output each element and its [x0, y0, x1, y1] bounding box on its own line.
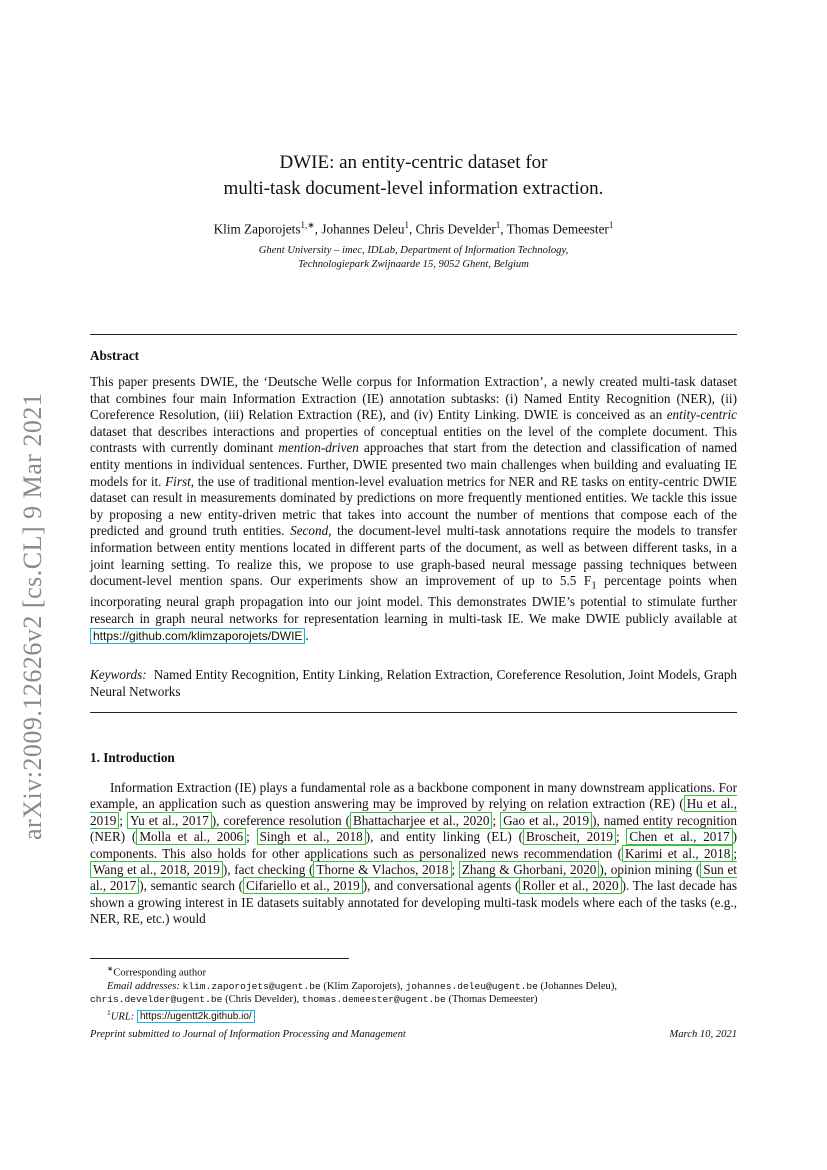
intro-text: Information Extraction (IE) plays a fundamental role as a backbone component in many downstream applications. For example, an application such as question answering may be improved by relying on relation extraction (RE) ( [90, 780, 737, 812]
abstract-text: . [305, 627, 309, 643]
intro-text: ). The last decade has shown a growing interest in IE datasets suitably annotated for developing multi-task models where each of the tasks (e.g., NER, RE, etc.) would [90, 878, 737, 927]
affiliation-line-1: Ghent University – imec, IDLab, Department of Information Technology, [258, 245, 569, 256]
abstract-bottom-rule [90, 712, 737, 713]
citation-link[interactable]: Bhattacharjee et al., 2020 [350, 812, 492, 829]
footnote-emails-cont [90, 993, 737, 1006]
github-link[interactable]: https://github.com/klimzaporojets/DWIE [90, 628, 305, 644]
author-affil-mark: 1 [608, 220, 614, 230]
arxiv-side-stamp: arXiv:2009.12626v2 [cs.CL] 9 Mar 2021 [18, 392, 47, 840]
citation-link[interactable]: Karimi et al., 2018 [622, 845, 733, 862]
intro-text: ; [246, 829, 257, 845]
intro-text: ), semantic search ( [139, 878, 244, 894]
intro-text: ), coreference resolution ( [211, 812, 350, 828]
citation-link[interactable]: Yu et al., 2017 [127, 812, 212, 829]
intro-text: ), and conversational agents ( [362, 878, 520, 894]
intro-text: ), and entity linking (EL) ( [365, 829, 523, 845]
intro-text: ; [615, 829, 627, 845]
project-url-link[interactable]: https://ugentt2k.github.io/ [137, 1010, 255, 1023]
footnote-mark: ∗ [107, 964, 114, 973]
introduction-paragraph [90, 780, 737, 928]
footnote-emails [90, 980, 737, 993]
citation-link[interactable]: Gao et al., 2019 [500, 812, 592, 829]
email-link[interactable]: chris.develder@ugent.be [90, 993, 223, 1005]
abstract-emphasis: Second [290, 523, 329, 539]
url-label: URL: [110, 1011, 135, 1023]
title-line-1: DWIE: an entity-centric dataset for [279, 152, 548, 173]
citation-link[interactable]: Singh et al., 2018 [257, 828, 366, 845]
author-affil-mark: 1 [495, 220, 501, 230]
abstract-emphasis: entity-centric [666, 407, 737, 423]
author-name: Chris Develder [415, 221, 496, 237]
abstract-emphasis: mention-driven [278, 440, 359, 456]
email-link[interactable]: johannes.deleu@ugent.be [405, 980, 538, 992]
citation-link[interactable]: Thorne & Vlachos, 2018 [313, 861, 451, 878]
footnote-mark: 1 [107, 1007, 111, 1017]
intro-text: ; [492, 812, 501, 828]
footnote-text: Corresponding author [113, 967, 206, 979]
intro-text: ), fact checking ( [222, 862, 314, 878]
footer-journal: Preprint submitted to Journal of Information Processing and Management [90, 1029, 406, 1040]
intro-text: ), opinion mining ( [599, 862, 701, 878]
abstract-text: percentage points when incorporating neural graph propagation into our joint model. This demonstrates DWIE’s potential to stimulate further research in graph neural networks for representation learning in multi-task IE. We make DWIE publicly available at [90, 573, 737, 626]
section-heading-introduction: 1. Introduction [90, 750, 175, 765]
footnote-text: (Thomas Demeester) [445, 993, 538, 1005]
abstract-text: , the use of traditional mention-level evaluation metrics for NER and RE tasks on entity-centric DWIE dataset can result in measurements dominated by predictions on more frequently mentioned entities. We tackle this issue by proposing a new entity-driven metric that takes into account the number of mentions that compose each of the predicted and ground truth entities. [90, 473, 737, 539]
affiliation-line-2: Technologiepark Zwijnaarde 15, 9052 Ghent, Belgium [298, 259, 529, 270]
abstract-top-rule [90, 334, 737, 335]
citation-link[interactable]: Broscheit, 2019 [523, 828, 616, 845]
intro-text: ; [733, 845, 738, 861]
citation-link[interactable]: Chen et al., 2017 [626, 828, 732, 845]
footnote-corresponding [90, 962, 737, 980]
abstract-text: , the document-level multi-task annotations require the models to transfer information between entity mentions located in different parts of the document, as well as between different tasks, in a joint learning setting. To realize this, we propose to use graph-based neural message passing techniques between document-level mention spans. Our experiments show an improvement of up to 5.5 F [90, 523, 737, 589]
email-label: Email addresses: [107, 980, 180, 992]
author-affil-mark: 1 [404, 220, 409, 230]
author-name: Thomas Demeester [506, 221, 609, 237]
intro-text: ), named entity recognition (NER) ( [90, 812, 737, 845]
footnote-text: (Johannes Deleu), [537, 980, 618, 992]
author-affil-mark: 1,∗ [300, 220, 315, 230]
intro-text: ) components. This also holds for other applications such as personalized news recommendation ( [90, 829, 737, 861]
footnote-text: (Klim Zaporojets), [320, 980, 406, 992]
email-link[interactable]: thomas.demeester@ugent.be [301, 993, 446, 1005]
affiliation [90, 244, 737, 272]
footnote-text: (Chris Develder), [222, 993, 302, 1005]
citation-link[interactable]: Wang et al., 2018, 2019 [90, 861, 223, 878]
email-link[interactable]: klim.zaporojets@ugent.be [182, 980, 321, 992]
keywords [90, 667, 737, 700]
footnotes [90, 962, 737, 1023]
abstract-emphasis: First [165, 473, 191, 489]
keywords-label: Keywords: [90, 667, 147, 682]
abstract-heading: Abstract [90, 348, 140, 363]
title-line-2: multi-task document-level information extraction. [223, 178, 604, 199]
abstract-body [90, 374, 737, 644]
author-list: Klim Zaporojets$^{1,∗}$, Johannes Deleu$^1$, Chris Develder$^1$, Thomas Demeester$^1$ [213, 220, 614, 237]
f1-subscript: 1 [591, 579, 597, 592]
citation-link[interactable]: Zhang & Ghorbani, 2020 [459, 861, 600, 878]
abstract-text: dataset that describes interactions and properties of conceptual entities on the level of the complete document. This contrasts with currently dominant [90, 423, 737, 456]
citation-link[interactable]: Hu et al., 2019 [90, 796, 738, 828]
keywords-text: Named Entity Recognition, Entity Linking, Relation Extraction, Coreference Resolution, Joint Models, Graph Neural Networks [90, 667, 738, 699]
intro-text: ; [451, 862, 459, 878]
intro-text: ; [119, 812, 128, 828]
paper-title [90, 150, 737, 202]
author-name: Klim Zaporojets [213, 221, 301, 237]
footnote-url [90, 1006, 737, 1024]
abstract-text: approaches that start from the detection and classification of named entity mentions in individual sentences. Further, DWIE presented two main challenges when building and evaluating IE models for it. [90, 440, 737, 489]
page-footer [90, 1029, 737, 1040]
abstract-text: This paper presents DWIE, the ‘Deutsche Welle corpus for Information Extraction’, a newly created multi-task dataset that combines four main Information Extraction (IE) annotation subtasks: (i) Named Entity Recognition (NER), (ii) Coreference Resolution, (iii) Relation Extraction (RE), and (iv) Entity Linking. DWIE is conceived as an [90, 374, 737, 423]
citation-link[interactable]: Cifariello et al., 2019 [243, 877, 363, 894]
footnote-rule [90, 958, 349, 959]
author-name: Johannes Deleu [321, 221, 405, 237]
footer-date: March 10, 2021 [669, 1029, 737, 1040]
citation-link[interactable]: Sun et al., 2017 [90, 862, 737, 894]
citation-link[interactable]: Molla et al., 2006 [136, 828, 246, 845]
citation-link[interactable]: Roller et al., 2020 [519, 877, 621, 894]
